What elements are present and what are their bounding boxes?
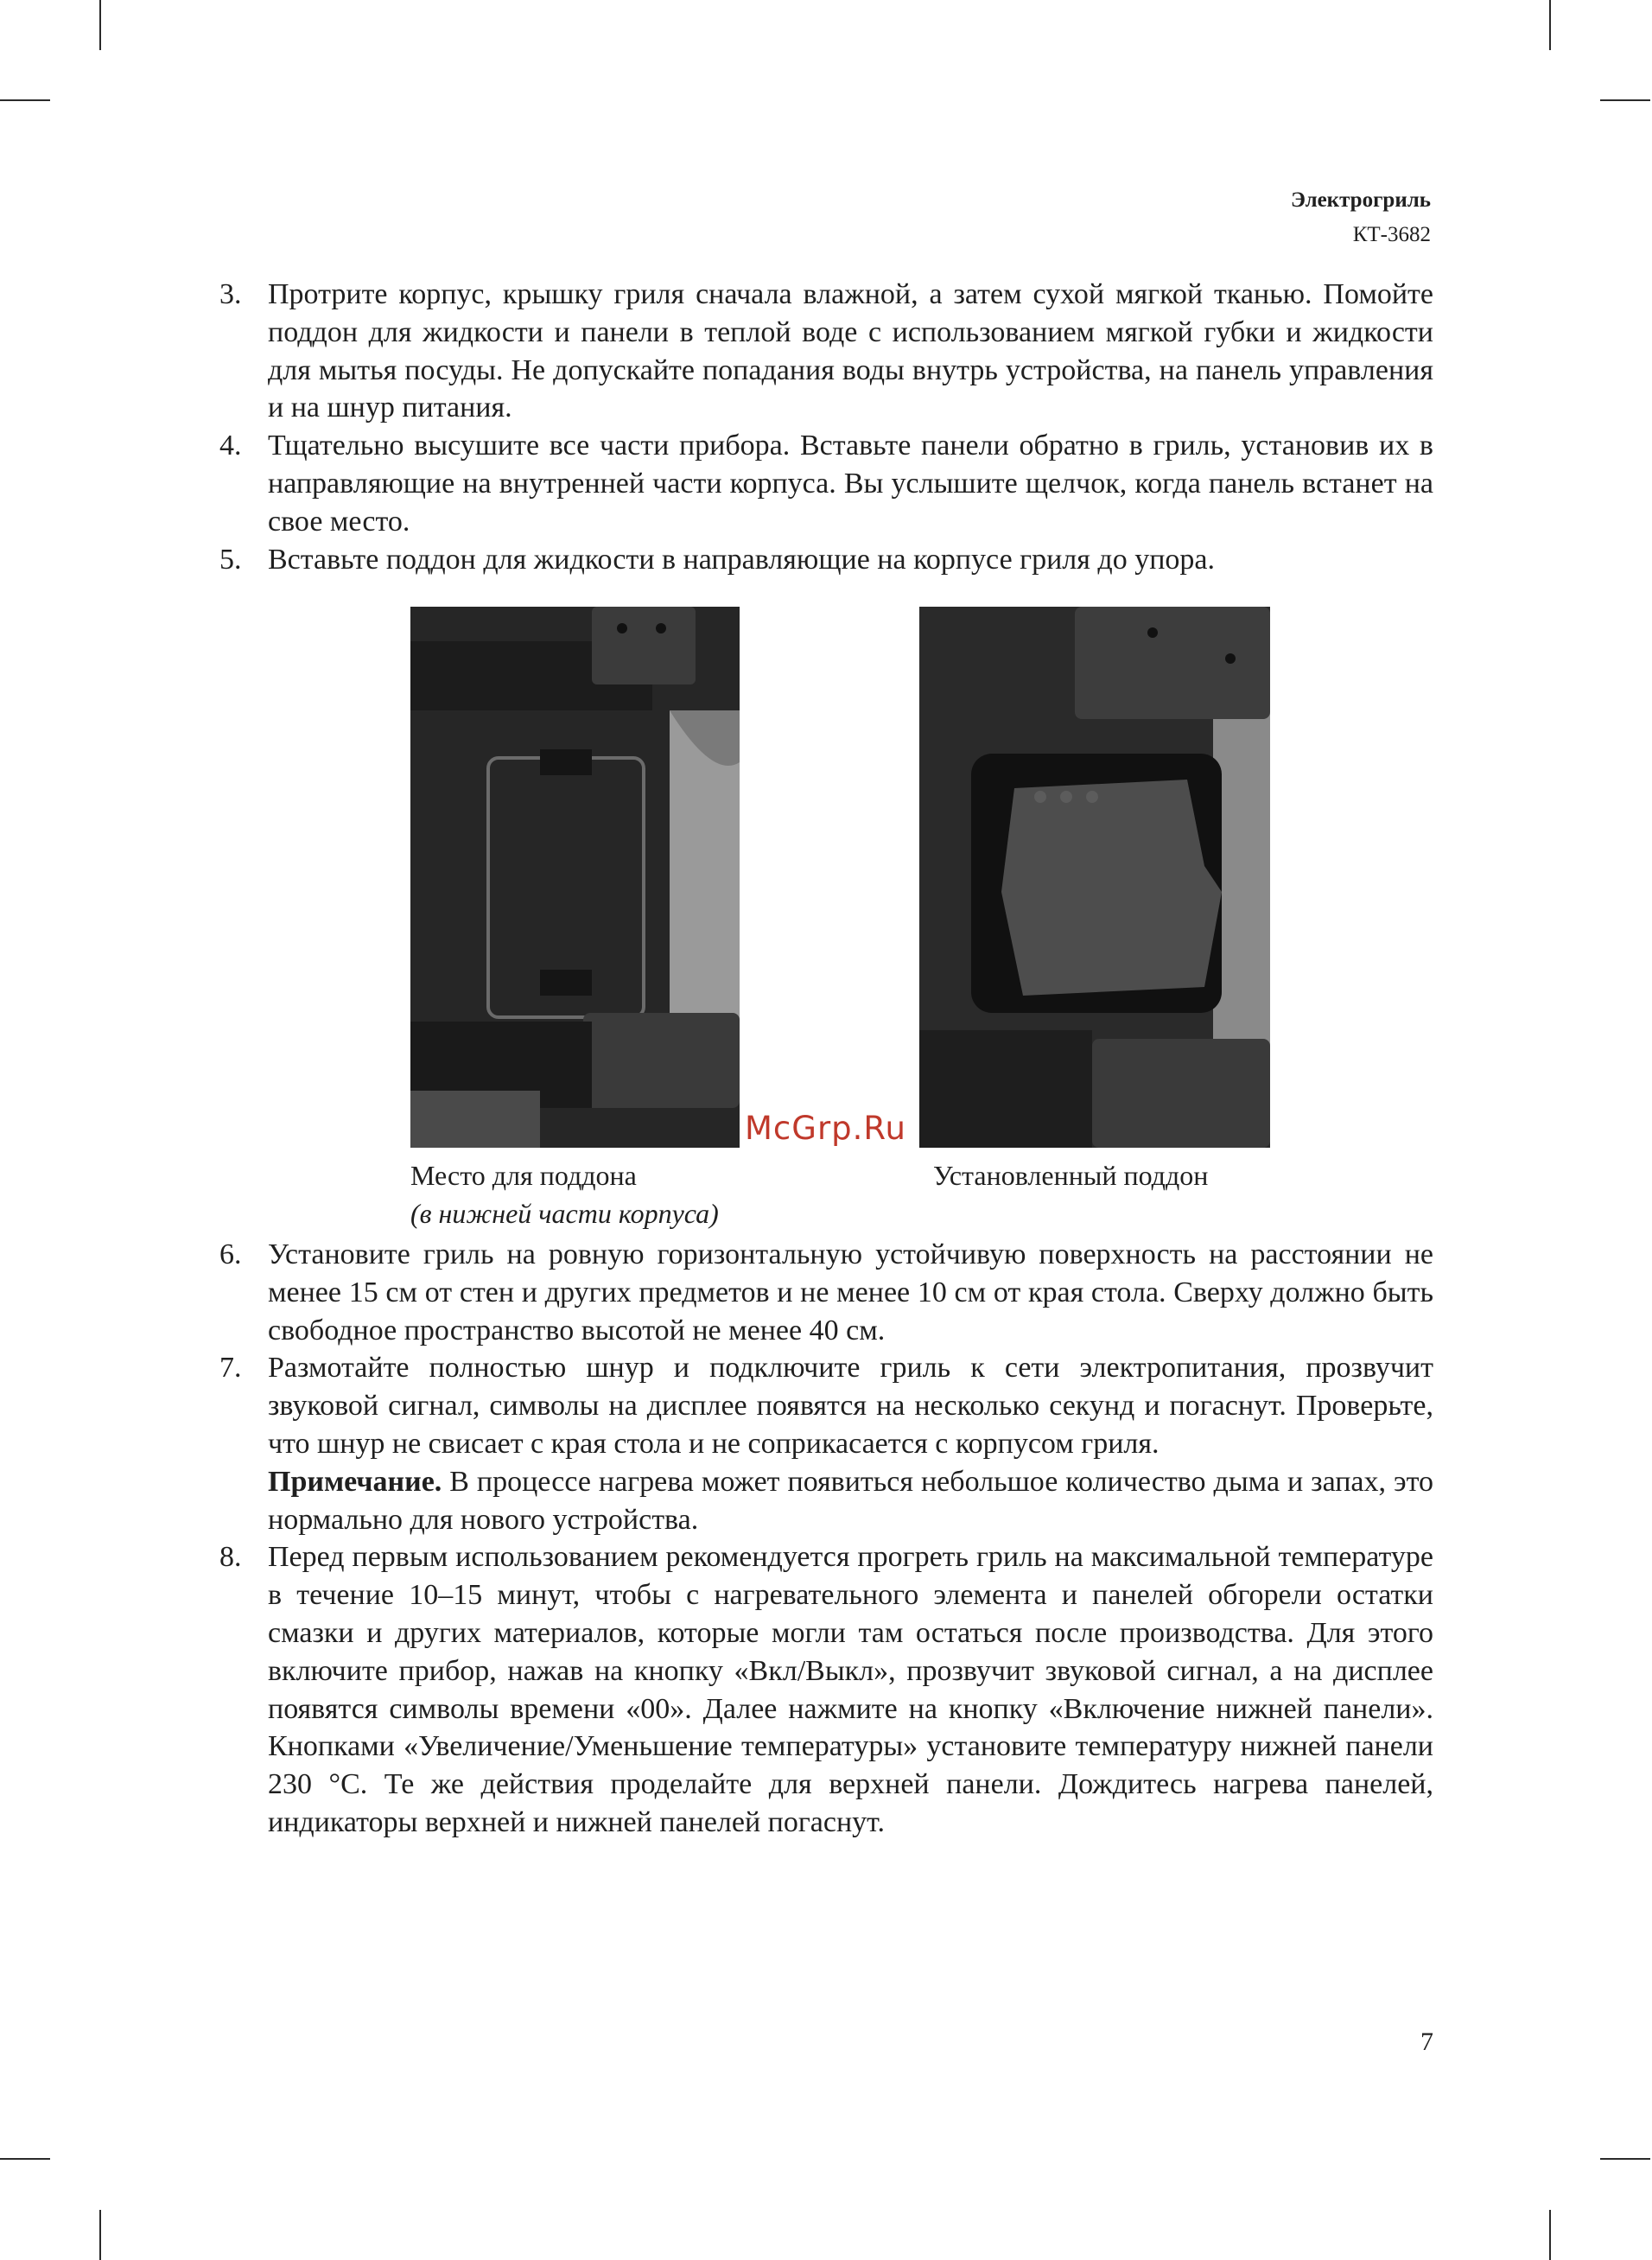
instructions-list-top	[219, 276, 1433, 578]
left-caption-line2: (в нижней части корпуса)	[410, 1198, 719, 1229]
left-figure-caption	[410, 1156, 719, 1232]
list-item	[219, 427, 1433, 540]
item-text: Протрите корпус, крышку гриля сначала влажной, а затем сухой мягкой тканью. Помойте поддон для жидкости и панели в теплой воде с использованием мягкой губки и жидкости для мытья посуды. Не допускайте попадания воды внутрь устройства, на панель управления и на шнур питания.	[268, 278, 1433, 424]
tray-slot-illustration	[410, 607, 740, 1148]
list-item	[219, 1538, 1433, 1841]
crop-mark	[1549, 2210, 1551, 2260]
item-text: Размотайте полностью шнур и подключите гриль к сети электропитания, прозвучит звуковой сигнал, символы на дисплее появятся на несколько секунд и погаснут. Проверьте, что шнур не свисает с края стола и не соприкасается с корпусом гриля.	[268, 1352, 1433, 1460]
crop-mark	[99, 2210, 101, 2260]
header-model: КТ-3682	[1352, 223, 1431, 246]
item-number: 6.	[219, 1238, 242, 1270]
crop-mark	[0, 2158, 50, 2160]
right-figure-caption: Установленный поддон	[933, 1160, 1209, 1191]
list-item	[219, 276, 1433, 427]
note-text: В процессе нагрева может появиться небольшое количество дыма и запах, это нормально для нового устройства.	[268, 1465, 1433, 1536]
note-label: Примечание.	[268, 1465, 442, 1498]
crop-mark	[99, 0, 101, 50]
instructions-list-bottom	[219, 1236, 1433, 1842]
item-text: Вставьте поддон для жидкости в направляющие на корпусе гриля до упора.	[268, 543, 1215, 576]
left-caption-line1: Место для поддона	[410, 1160, 637, 1191]
running-header	[1291, 183, 1431, 252]
crop-mark	[1600, 99, 1650, 101]
item-number: 5.	[219, 543, 242, 576]
item-text: Установите гриль на ровную горизонтальную устойчивую поверхность на расстоянии не менее 15 см от стен и других предметов и не менее 10 см от края стола. Сверху должно быть свободное пространство высотой не менее 40 см.	[268, 1238, 1433, 1346]
item-number: 4.	[219, 430, 242, 462]
list-item	[219, 541, 1433, 579]
installed-tray-photo	[919, 607, 1270, 1148]
item-body	[268, 1349, 1433, 1538]
list-item	[219, 1349, 1433, 1538]
tray-slot-photo	[410, 607, 740, 1148]
watermark: McGrp.Ru	[741, 1110, 910, 1147]
item-number: 7.	[219, 1352, 242, 1385]
page-number: 7	[1420, 2028, 1433, 2056]
crop-mark	[1600, 2158, 1650, 2160]
item-text: Тщательно высушите все части прибора. Вставьте панели обратно в гриль, установив их в направляющие на внутренней части корпуса. Вы услышите щелчок, когда панель встанет на свое место.	[268, 430, 1433, 538]
crop-mark	[0, 99, 50, 101]
crop-mark	[1549, 0, 1551, 50]
list-item	[219, 1236, 1433, 1349]
item-number: 3.	[219, 278, 242, 310]
note-paragraph	[268, 1463, 1433, 1539]
installed-tray-illustration	[919, 607, 1270, 1148]
item-text: Перед первым использованием рекомендуется прогреть гриль на максимальной температуре в течение 10–15 минут, чтобы с нагревательного элемента и панелей обгорели остатки смазки и других материалов, которые могли там остаться после производства. Для этого включите прибор, нажав на кнопку «Вкл/Выкл», прозвучит звуковой сигнал, а на дисплее появятся символы времени «00». Далее нажмите на кнопку «Включение нижней панели». Кнопками «Увеличение/Уменьшение температуры» установите температуру нижней панели 230 °С. Те же действия проделайте для верхней панели. Дождитесь нагрева панелей, индикаторы верхней и нижней панелей погаснут.	[268, 1541, 1433, 1838]
header-title: Электрогриль	[1290, 188, 1431, 212]
item-number: 8.	[219, 1541, 242, 1574]
